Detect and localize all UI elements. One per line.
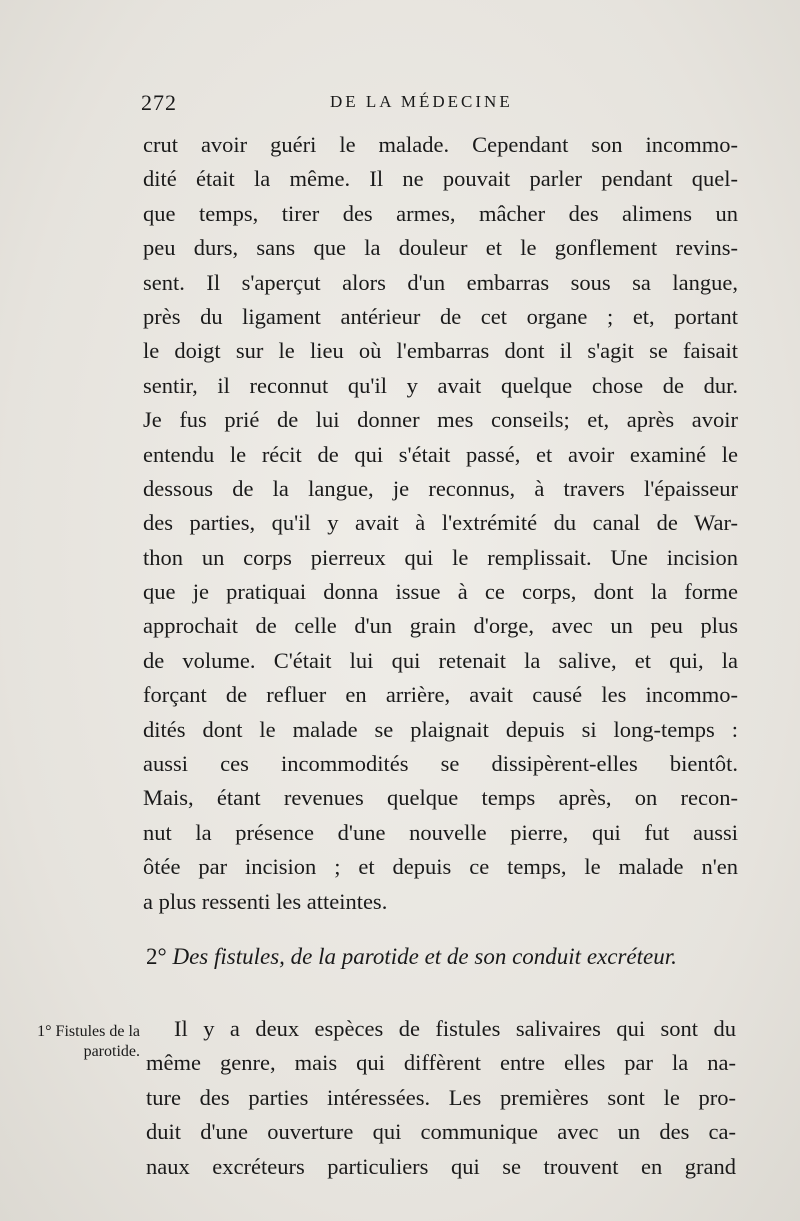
text-line: naux excréteurs particuliers qui se trouvent en grand	[146, 1153, 736, 1179]
text-line: Il y a deux espèces de fistules salivaires qui sont du	[174, 1016, 736, 1041]
text-line: a plus ressenti les atteintes.	[143, 888, 388, 914]
text-line: près du ligament antérieur de cet organe ; et, portant	[143, 303, 738, 329]
section-number: 2°	[146, 944, 167, 969]
section-heading	[146, 944, 736, 970]
text-line: Mais, étant revenues quelque temps après, on recon-	[143, 785, 738, 811]
text-line: dités dont le malade se plaignait depuis si long-temps :	[143, 716, 738, 742]
text-line: aussi ces incommodités se dissipèrent-elles bientôt.	[143, 751, 738, 777]
text-line: peu durs, sans que la douleur et le gonflement revins-	[143, 235, 738, 261]
text-line: entendu le récit de qui s'était passé, et avoir examiné le	[143, 441, 738, 467]
text-line: thon un corps pierreux qui le remplissait. Une incision	[143, 544, 738, 570]
text-line: sentir, il reconnut qu'il y avait quelque chose de dur.	[143, 372, 738, 398]
paragraph-1	[143, 128, 738, 919]
text-line: crut avoir guéri le malade. Cependant son incommo-	[143, 132, 738, 157]
running-head: DE LA MÉDECINE	[330, 92, 513, 111]
section-title: Des fistules, de la parotide et de son conduit excréteur.	[172, 944, 677, 969]
text-line: ture des parties intéressées. Les premières sont le pro-	[146, 1084, 736, 1110]
text-line: que temps, tirer des armes, mâcher des alimens un	[143, 200, 738, 226]
text-line: forçant de refluer en arrière, avait causé les incommo-	[143, 682, 738, 708]
text-line: nut la présence d'une nouvelle pierre, qui fut aussi	[143, 819, 738, 845]
text-line: que je pratiquai donna issue à ce corps, dont la forme	[143, 579, 738, 605]
text-line: dessous de la langue, je reconnus, à travers l'épaisseur	[143, 475, 738, 501]
text-line: Je fus prié de lui donner mes conseils; et, après avoir	[143, 407, 738, 433]
text-line: approchait de celle d'un grain d'orge, avec un peu plus	[143, 613, 738, 639]
text-line: dité était la même. Il ne pouvait parler pendant quel-	[143, 166, 738, 192]
text-line: duit d'une ouverture qui communique avec un des ca-	[146, 1119, 736, 1145]
text-line: sent. Il s'aperçut alors d'un embarras sous sa langue,	[143, 269, 738, 295]
paragraph-2	[146, 1012, 736, 1184]
margin-note: 1° Fistules de la parotide.	[37, 1023, 140, 1060]
page-number: 272	[141, 90, 177, 115]
text-line: même genre, mais qui diffèrent entre elles par la na-	[146, 1050, 736, 1076]
text-line: des parties, qu'il y avait à l'extrémité du canal de War-	[143, 510, 738, 536]
text-line: ôtée par incision ; et depuis ce temps, le malade n'en	[143, 854, 738, 880]
text-line: le doigt sur le lieu où l'embarras dont il s'agit se faisait	[143, 338, 738, 364]
text-line: de volume. C'était lui qui retenait la salive, et qui, la	[143, 647, 738, 673]
